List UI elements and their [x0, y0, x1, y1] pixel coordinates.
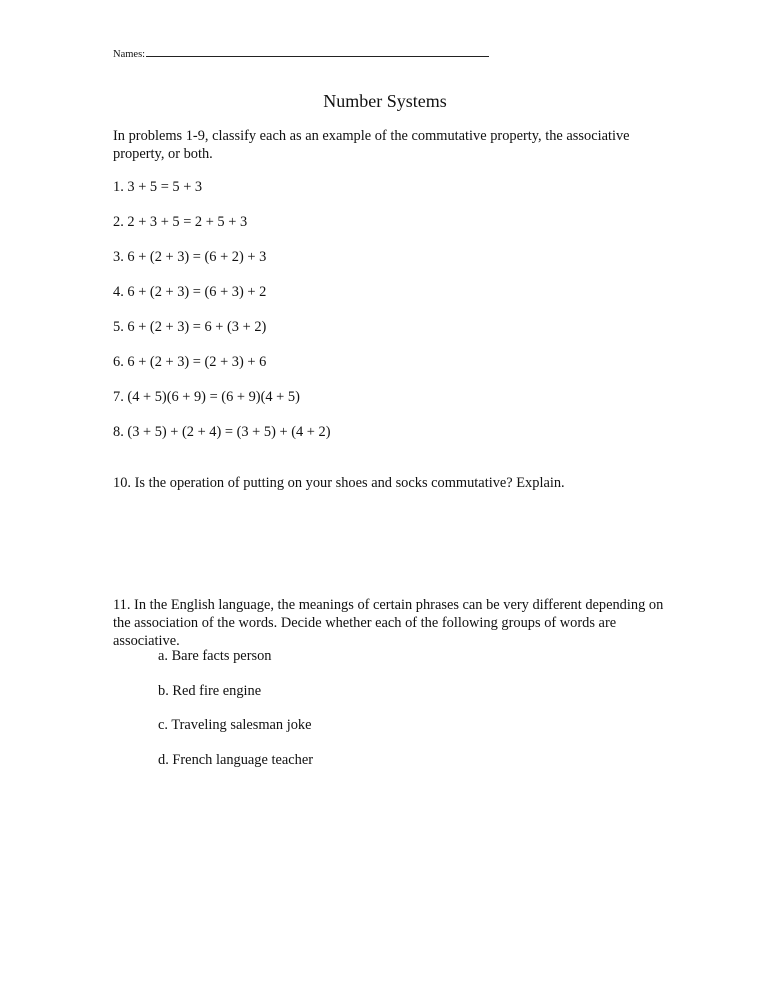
page-title-text: Number Systems — [323, 91, 447, 111]
problem-text: 6 + (2 + 3) = (2 + 3) + 6 — [127, 354, 267, 370]
problem-number: 5. — [113, 319, 124, 335]
problem-number: 3. — [113, 249, 124, 265]
problem-text: 6 + (2 + 3) = (6 + 3) + 2 — [127, 284, 267, 300]
question-11-item-d: d. French language teacher — [158, 752, 314, 768]
problem-number: 8. — [113, 424, 124, 440]
page-title — [0, 90, 768, 112]
problem-6 — [113, 353, 266, 371]
problem-number: 1. — [113, 179, 124, 195]
problem-text: 3 + 5 = 5 + 3 — [127, 179, 203, 195]
problem-4 — [113, 283, 266, 301]
names-blank-line — [146, 46, 489, 57]
problem-number: 6. — [113, 354, 124, 370]
question-11: 11. In the English language, the meanings of certain phrases can be very different depending on the association of the words. Decide whether each of the following groups of words are associative. — [113, 597, 664, 649]
problem-1 — [113, 178, 202, 196]
problem-number: 4. — [113, 284, 124, 300]
problem-text: (3 + 5) + (2 + 4) = (3 + 5) + (4 + 2) — [127, 424, 331, 440]
problem-7 — [113, 388, 300, 406]
problem-text: 6 + (2 + 3) = (6 + 2) + 3 — [127, 249, 267, 265]
problem-3 — [113, 248, 266, 266]
problem-text: (4 + 5)(6 + 9) = (6 + 9)(4 + 5) — [127, 389, 300, 405]
problem-2 — [113, 213, 247, 231]
question-11-item-b: b. Red fire engine — [158, 683, 262, 699]
problem-number: 7. — [113, 389, 124, 405]
names-label: Names: — [113, 49, 146, 60]
problem-text: 2 + 3 + 5 = 2 + 5 + 3 — [127, 214, 248, 230]
question-10: 10. Is the operation of putting on your shoes and socks commutative? Explain. — [113, 475, 565, 491]
names-field — [113, 46, 489, 61]
problem-number: 2. — [113, 214, 124, 230]
question-11-item-a: a. Bare facts person — [158, 648, 272, 664]
problem-text: 6 + (2 + 3) = 6 + (3 + 2) — [127, 319, 267, 335]
problem-8 — [113, 423, 330, 441]
instructions: In problems 1-9, classify each as an example of the commutative property, the associative property, or both. — [113, 128, 630, 162]
problem-5 — [113, 318, 266, 336]
question-11-item-c: c. Traveling salesman joke — [158, 717, 312, 733]
